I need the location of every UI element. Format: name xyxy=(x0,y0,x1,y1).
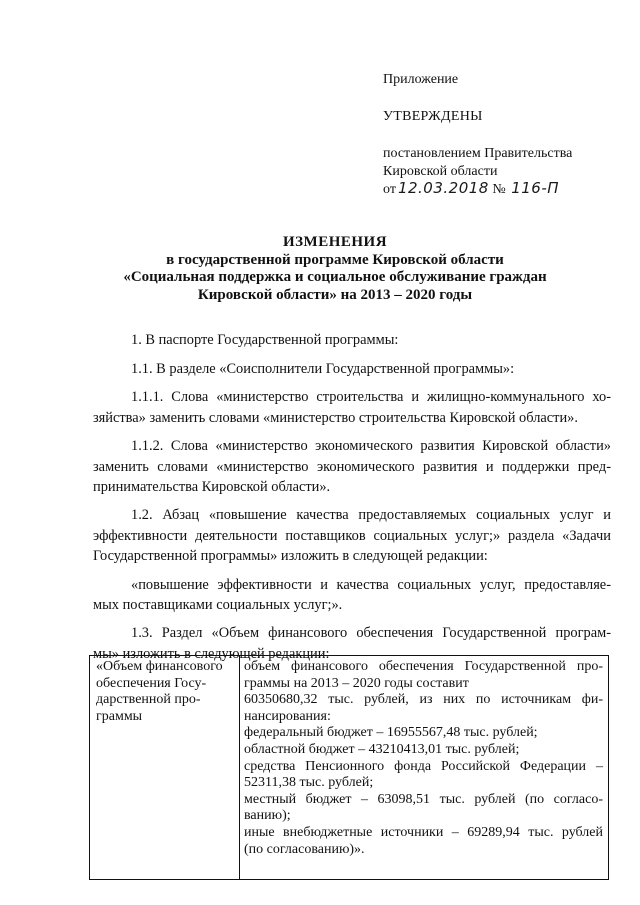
financing-table xyxy=(89,655,609,880)
approved-label: УТВЕРЖДЕНЫ xyxy=(383,109,483,124)
table-right-line: (по согласованию)». xyxy=(244,841,365,857)
table-left-cell xyxy=(90,656,240,879)
table-right-line: граммы на 2013 – 2020 годы составит xyxy=(244,675,469,691)
paragraph-line: Государственной программы» изложить в следующей редакции: xyxy=(93,547,488,564)
table-right-line: средства Пенсионного фонда Российской Федерации – xyxy=(244,758,603,774)
table-right-line: местный бюджет – 63098,51 тыс. рублей (по согласо- xyxy=(244,791,603,807)
region-line: Кировской области xyxy=(383,164,498,179)
paragraph-line: заменить словами «министерство экономического развития и поддержки пред- xyxy=(93,458,611,475)
paragraph-1-1 xyxy=(93,359,611,379)
table-left-line: обеспечения Госу- xyxy=(96,675,207,691)
handwritten-number: 116-П xyxy=(511,179,560,197)
table-right-line: иные внебюджетные источники – 69289,94 тыс. рублей xyxy=(244,824,603,840)
date-number-line xyxy=(383,179,559,199)
table-right-line: ванию); xyxy=(244,808,291,824)
table-right-cell xyxy=(240,656,608,879)
paragraph-line: 1.3. Раздел «Объем финансового обеспечения Государственной програм- xyxy=(131,625,611,642)
paragraph-1-2-quote xyxy=(93,575,611,615)
paragraph-1 xyxy=(93,330,611,350)
paragraph-1-1-1 xyxy=(93,387,611,427)
document-heading xyxy=(0,234,640,304)
paragraph-line: 1.1. В разделе «Соисполнители Государственной программы»: xyxy=(131,360,515,377)
paragraph-line: «повышение эффективности и качества социальных услуг, предоставляе- xyxy=(131,576,611,593)
handwritten-date: 12.03.2018 xyxy=(397,179,489,197)
annex-label: Приложение xyxy=(383,72,459,87)
paragraph-1-2 xyxy=(93,505,611,566)
document-body xyxy=(93,330,611,664)
table-right-line: 52311,38 тыс. рублей; xyxy=(244,775,374,791)
heading-line-3: Кировской области» на 2013 – 2020 годы xyxy=(197,286,473,303)
paragraph-line: зяйства» заменить словами «министерство строительства Кировской области». xyxy=(93,409,578,426)
paragraph-line: принимательства Кировской области». xyxy=(93,478,331,495)
table-right-line: объем финансового обеспечения Государственной про- xyxy=(244,659,603,674)
paragraph-line: 1.1.1. Слова «министерство строительства и жилищно-коммунального хо- xyxy=(131,389,611,406)
table-right-line: областной бюджет – 43210413,01 тыс. рублей; xyxy=(244,741,520,757)
table-right-line: 60350680,32 тыс. рублей, из них по источникам фи- xyxy=(244,692,603,708)
paragraph-line: мы» изложить в следующей редакции: xyxy=(93,645,330,662)
table-right-line: нансирования: xyxy=(244,708,331,724)
decree-line: постановлением Правительства xyxy=(383,146,573,161)
table-left-line: дарственной про- xyxy=(96,692,201,708)
table-left-line: «Объем финансового xyxy=(96,659,223,674)
heading-line-2: «Социальная поддержка и социальное обслуживание граждан xyxy=(123,269,547,285)
table-right-line: федеральный бюджет – 16955567,48 тыс. рублей; xyxy=(244,725,538,741)
date-prefix: от xyxy=(383,182,396,197)
heading-title: ИЗМЕНЕНИЯ xyxy=(282,234,388,250)
paragraph-line: 1.2. Абзац «повышение качества предоставляемых социальных услуг и xyxy=(131,507,611,524)
table-left-line: граммы xyxy=(96,708,143,724)
heading-line-1: в государственной программе Кировской области xyxy=(166,251,504,268)
paragraph-line: 1.1.2. Слова «министерство экономического развития Кировской области» xyxy=(131,438,611,455)
paragraph-1-1-2 xyxy=(93,436,611,497)
number-sign: № xyxy=(492,182,506,197)
paragraph-line: 1. В паспорте Государственной программы: xyxy=(131,332,399,348)
paragraph-line: эффективности деятельности поставщиков социальных услуг;» раздела «Задачи xyxy=(93,527,611,544)
paragraph-line: мых поставщиками социальных услуг;». xyxy=(93,596,343,613)
